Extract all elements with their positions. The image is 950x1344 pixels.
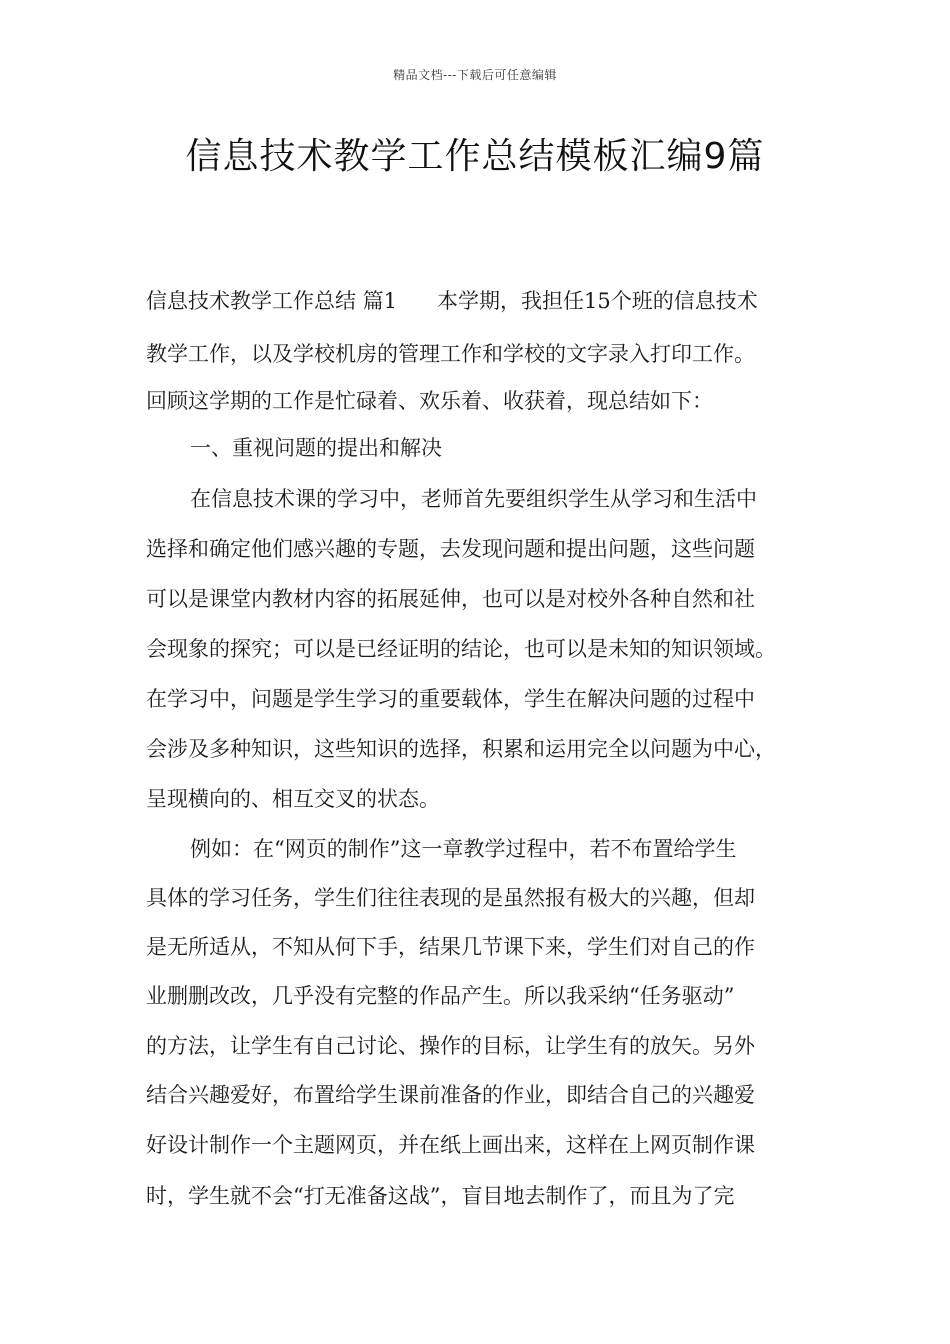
body-line: 时，学生就不会“打无准备这战”，盲目地去制作了，而且为了完: [146, 1184, 735, 1208]
body-line: 在信息技术课的学习中，老师首先要组织学生从学习和生活中: [190, 487, 757, 511]
body-line: 好设计制作一个主题网页，并在纸上画出来，这样在上网页制作课: [146, 1133, 755, 1157]
body-line: 会现象的探究；可以是已经证明的结论，也可以是未知的知识领域。: [146, 637, 776, 661]
body-line: [146, 287, 826, 315]
header-note: 精品文档---下载后可任意编辑: [393, 68, 557, 82]
subheading: 一、重视问题的提出和解决: [190, 436, 442, 460]
body-line: 回顾这学期的工作是忙碌着、欢乐着、收获着，现总结如下：: [146, 389, 713, 413]
body-line: 具体的学习任务，学生们往往表现的是虽然报有极大的兴趣，但却: [146, 886, 755, 910]
body-line: 可以是课堂内教材内容的拓展延伸，也可以是对校外各种自然和社: [146, 587, 755, 611]
body-line: 是无所适从，不知从何下手，结果几节课下来，学生们对自己的作: [146, 935, 755, 959]
body-line: 的方法，让学生有自己讨论、操作的目标，让学生有的放矢。另外: [146, 1034, 755, 1058]
body-line: 选择和确定他们感兴趣的专题，去发现问题和提出问题，这些问题: [146, 537, 755, 561]
body-line: 教学工作，以及学校机房的管理工作和学校的文字录入打印工作。: [146, 342, 755, 366]
document-title: 信息技术教学工作总结模板汇编9篇: [185, 136, 765, 177]
section-heading: 信息技术教学工作总结 篇1: [146, 289, 398, 313]
body-line: 会涉及多种知识，这些知识的选择，积累和运用完全以问题为中心，: [146, 737, 776, 761]
body-line: 呈现横向的、相互交叉的状态。: [146, 787, 440, 811]
body-text: 本学期，我担任15个班的信息技术: [437, 289, 758, 313]
body-line: 结合兴趣爱好，布置给学生课前准备的作业，即结合自己的兴趣爱: [146, 1083, 755, 1107]
body-line: 业删删改改，几乎没有完整的作品产生。所以我采纳“任务驱动”: [146, 984, 735, 1008]
body-line: 在学习中，问题是学生学习的重要载体，学生在解决问题的过程中: [146, 687, 755, 711]
body-line: 例如：在“网页的制作”这一章教学过程中，若不布置给学生: [190, 837, 737, 861]
